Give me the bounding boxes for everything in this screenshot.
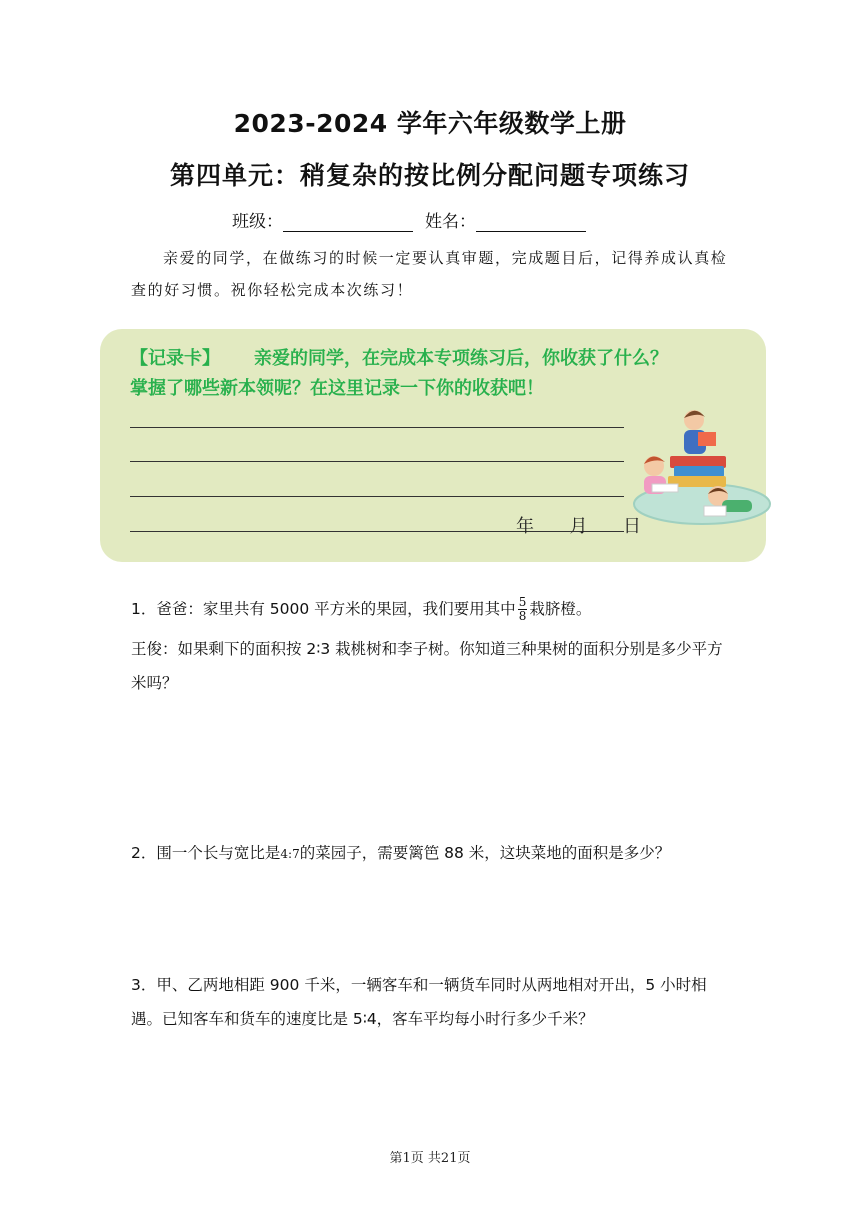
question-1 — [131, 592, 731, 626]
record-card-line1: 亲爱的同学，在完成本专项练习后，你收获了什么？ — [254, 348, 668, 369]
record-line-2[interactable] — [130, 461, 624, 462]
question-3-number: 3． — [131, 976, 157, 994]
question-1-followup: 王俊：如果剩下的面积按 2∶3 栽桃树和李子树。你知道三种果树的面积分别是多少平方米吗？ — [131, 640, 723, 692]
record-card-line2: 掌握了哪些新本领呢？在这里记录一下你的收获吧！ — [130, 378, 544, 399]
record-line-3[interactable] — [130, 496, 624, 497]
date-day-label: 日 — [622, 516, 641, 537]
page-subtitle: 第四单元：稍复杂的按比例分配问题专项练习 — [169, 161, 690, 190]
class-blank[interactable] — [283, 213, 413, 232]
question-1-text-after: 栽脐橙。 — [529, 600, 592, 618]
question-1-number: 1． — [131, 600, 157, 618]
question-2-ratio: 4:7 — [280, 847, 300, 861]
intro-paragraph: 亲爱的同学，在做练习的时候一定要认真审题，完成题目后，记得养成认真检查的好习惯。祝你轻松完成本次练习！ — [131, 249, 728, 299]
class-label: 班级： — [232, 212, 283, 232]
fraction-numerator: 5 — [518, 595, 527, 609]
question-2 — [131, 836, 731, 871]
page-title: 2023-2024 学年六年级数学上册 — [233, 109, 627, 138]
date-month-label: 月 — [569, 516, 588, 537]
question-2-text-before: 围一个长与宽比是 — [156, 844, 281, 862]
children-reading-illustration — [622, 402, 772, 530]
fraction-denominator: 8 — [518, 609, 527, 623]
name-blank[interactable] — [476, 213, 586, 232]
student-info-row — [232, 207, 586, 232]
question-2-text-after: 的菜园子，需要篱笆 88 米，这块菜地的面积是多少？ — [299, 844, 671, 862]
date-year-label: 年 — [516, 516, 534, 537]
fraction — [518, 596, 528, 623]
name-label: 姓名： — [425, 212, 476, 232]
record-card-tag: 【记录卡】 — [130, 348, 220, 369]
question-2-number: 2． — [131, 844, 157, 862]
page-footer: 第1页 共21页 — [389, 1151, 471, 1166]
record-line-1[interactable] — [130, 427, 624, 428]
record-card-heading — [130, 344, 740, 404]
question-3-text: 甲、乙两地相距 900 千米，一辆客车和一辆货车同时从两地相对开出，5 小时相遇。已知客车和货车的速度比是 5∶4，客车平均每小时行多少千米？ — [131, 976, 707, 1028]
question-3 — [131, 968, 731, 1036]
question-1-text-before: 爸爸：家里共有 5000 平方米的果园，我们要用其中 — [156, 600, 516, 618]
